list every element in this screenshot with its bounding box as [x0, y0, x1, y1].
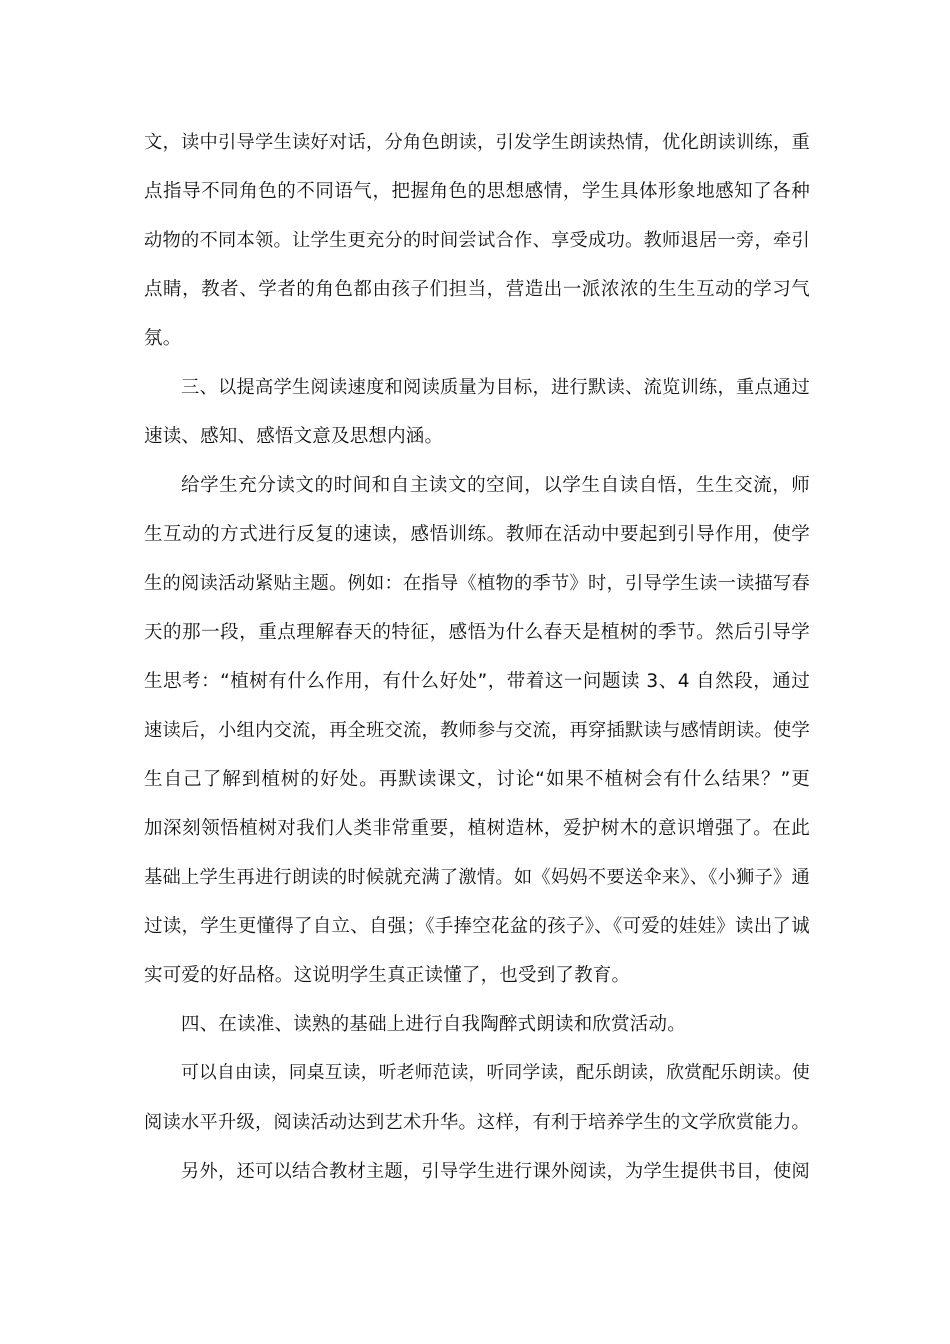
section-heading-line: 四、在读准、读熟的基础上进行自我陶醉式朗读和欣赏活动。	[181, 1014, 686, 1035]
text-line: 点指导不同角色的不同语气，把握角色的思想感情，学生具体形象地感知了各种	[144, 181, 810, 202]
paragraph-start-line: 给学生充分读文的时间和自主读文的空间，以学生自读自悟，生生交流，师	[181, 475, 810, 496]
text-line: 加深刻领悟植树对我们人类非常重要，植树造林，爱护树木的意识增强了。在此	[144, 818, 810, 839]
text-line: 过读，学生更懂得了自立、自强；《手捧空花盆的孩子》、《可爱的娃娃》读出了诚	[144, 916, 810, 937]
paragraph-start-line: 可以自由读，同桌互读，听老师范读，听同学读，配乐朗读，欣赏配乐朗读。使	[181, 1063, 810, 1083]
text-line: 生的阅读活动紧贴主题。例如：在指导《植物的季节》时，引导学生读一读描写春	[144, 573, 810, 594]
paragraph-start-line: 另外，还可以结合教材主题，引导学生进行课外阅读，为学生提供书目，使阅	[181, 1161, 810, 1182]
text-line: 速读、感知、感悟文意及思想内涵。	[144, 426, 444, 447]
text-line: 阅读水平升级，阅读活动达到艺术升华。这样，有利于培养学生的文学欣赏能力。	[144, 1112, 810, 1133]
text-line: 氛。	[144, 328, 182, 349]
text-line: 点睛，教者、学者的角色都由孩子们担当，营造出一派浓浓的生生互动的学习气	[144, 279, 810, 300]
text-line: 天的那一段，重点理解春天的特征，感悟为什么春天是植树的季节。然后引导学	[144, 622, 810, 643]
text-line: 动物的不同本领。让学生更充分的时间尝试合作、享受成功。教师退居一旁，牵引	[144, 230, 810, 251]
text-line: 文，读中引导学生读好对话，分角色朗读，引发学生朗读热情，优化朗读训练，重	[144, 132, 810, 153]
text-line: 速读后，小组内交流，再全班交流，教师参与交流，再穿插默读与感情朗读。使学	[144, 720, 810, 741]
text-line: 生思考：“植树有什么作用，有什么好处”，带着这一问题读 3、4 自然段，通过	[144, 671, 810, 692]
section-heading-line: 三、以提高学生阅读速度和阅读质量为目标，进行默读、流览训练，重点通过	[181, 377, 810, 398]
text-line: 基础上学生再进行朗读的时候就充满了激情。如《妈妈不要送伞来》、《小狮子》通	[144, 867, 810, 888]
text-line: 生自己了解到植树的好处。再默读课文，讨论“如果不植树会有什么结果？”更	[144, 769, 810, 790]
text-line: 生互动的方式进行反复的速读，感悟训练。教师在活动中要起到引导作用，使学	[144, 524, 810, 545]
text-line: 实可爱的好品格。这说明学生真正读懂了，也受到了教育。	[144, 965, 631, 986]
document-body	[144, 118, 810, 1196]
